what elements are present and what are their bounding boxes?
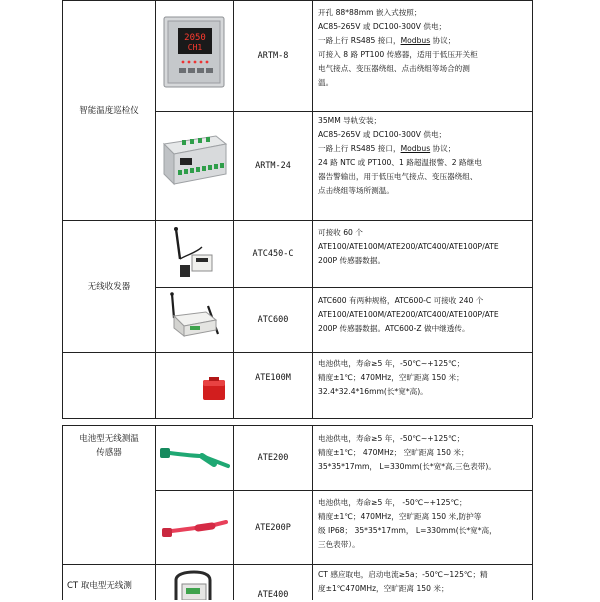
desc-line: 24 路 NTC 或 PT100、1 路超温报警、2 路继电 [318, 158, 482, 167]
desc-atc450-c [318, 226, 530, 286]
desc-line: 电池供电，寿命≥5 年，-50℃~+125℃； [318, 359, 465, 368]
red-sensor-block-icon [200, 375, 228, 403]
row-divider [155, 490, 532, 491]
model-ate200p: ATE200P [255, 522, 291, 533]
desc-line: 一路上行 RS485 接口，Modbus 协议； [318, 144, 456, 153]
red-strap-sensor-icon [160, 508, 230, 548]
column-divider [312, 0, 313, 418]
ct-clamp-sensor-icon [170, 570, 220, 600]
column-divider [155, 0, 156, 418]
desc-line: 温。 [318, 78, 334, 87]
category-temp-monitor: 智能温度巡检仪 [79, 105, 139, 116]
model-atc600: ATC600 [257, 315, 289, 325]
green-strap-sensor-icon [158, 438, 230, 478]
model-ate100m: ATE100M [255, 373, 291, 383]
desc-ate200 [318, 432, 530, 488]
modbus-text: Modbus [400, 36, 431, 45]
desc-ate400 [318, 568, 530, 600]
modbus-text: Modbus [400, 144, 431, 153]
desc-line: 200P 传感器数据。 [318, 256, 386, 265]
desc-line: 一路上行 RS485 接口，Modbus 协议； [318, 36, 456, 45]
desc-line: 可接入 8 路 PT100 传感器，适用于低压开关柜 [318, 50, 478, 59]
row-divider [62, 418, 532, 419]
column-divider [312, 425, 313, 600]
desc-line: ATC600 有两种规格，ATC600-C 可接收 240 个 [318, 296, 484, 305]
model-artm-24: ARTM-24 [255, 161, 291, 171]
din-rail-module-icon [160, 130, 228, 188]
desc-line: AC85-265V 或 DC100-300V 供电； [318, 130, 447, 139]
desc-ate100m [318, 357, 530, 415]
desc-artm-8 [318, 6, 530, 110]
desc-line: 点击绕组等场所测温。 [318, 186, 394, 195]
svg-text:CH1: CH1 [187, 43, 203, 52]
desc-atc600 [318, 294, 530, 350]
desc-line: AC85-265V 或 DC100-300V 供电； [318, 22, 447, 31]
desc-line: 精度±1℃；470MHz，空旷距离 150 米； [318, 373, 464, 382]
desc-line: 电气接点、变压器绕组、点击绕组等场合的测 [318, 64, 470, 73]
model-artm-8: ARTM-8 [257, 51, 289, 61]
desc-line: 器告警输出，用于低压电气接点、变压器绕组、 [318, 172, 478, 181]
desc-line: 35*35*17mm， L=330mm(长*宽*高,三色表带)。 [318, 462, 496, 471]
desc-line: 三色表带）。 [318, 540, 360, 549]
desc-ate200p [318, 496, 530, 562]
row-divider [155, 287, 532, 288]
column-divider [532, 0, 533, 418]
antenna-receiver-icon [166, 225, 218, 283]
desc-line: 可接收 60 个 [318, 228, 363, 237]
desc-line: 度±1℃470MHz，空旷距离 150 米； [318, 584, 449, 593]
panel-meter-icon [163, 16, 225, 88]
desc-line: ATE100/ATE100M/ATE200/ATC400/ATE100P/ATE [318, 310, 499, 319]
desc-line: 级 IP68； 35*35*17mm， L=330mm(长*宽*高， [318, 526, 497, 535]
desc-line: ATE100/ATE100M/ATE200/ATC400/ATE100P/ATE [318, 242, 499, 251]
model-ate200: ATE200 [257, 453, 289, 463]
wireless-box-icon [162, 292, 224, 344]
desc-line: 32.4*32.4*16mm(长*宽*高)。 [318, 387, 428, 396]
desc-line: 电池供电，寿命≥5 年， -50℃~+125℃； [318, 498, 467, 507]
desc-line: 35MM 导轨安装； [318, 116, 382, 125]
model-ate400: ATE400 [257, 590, 289, 600]
row-divider [62, 564, 532, 565]
column-divider [155, 425, 156, 600]
model-atc450-c: ATC450-C [252, 249, 294, 259]
column-divider [532, 425, 533, 600]
category-ct-sensor: CT 取电型无线测 [67, 581, 132, 591]
desc-line: 开孔 88*88mm 嵌入式按照； [318, 8, 422, 17]
category-wireless-transceiver: 无线收发器 [87, 281, 131, 292]
desc-line: 精度±1℃； 470MHz； 空旷距离 150 米； [318, 448, 469, 457]
svg-text:2050: 2050 [184, 33, 206, 43]
desc-artm-24 [318, 114, 530, 218]
desc-line: 电池供电，寿命≥5 年，-50℃~+125℃； [318, 434, 465, 443]
category-battery-sensor: 电池型无线测温 传感器 [79, 434, 139, 458]
desc-line: 200P 传感器数据。ATC600-Z 做中继透传。 [318, 324, 470, 333]
desc-line: CT 感应取电，启动电流≥5a；-50℃~125℃；精 [318, 570, 488, 579]
desc-line: 精度±1℃；470MHz，空旷距离 150 米,防护等 [318, 512, 482, 521]
row-divider [155, 111, 532, 112]
